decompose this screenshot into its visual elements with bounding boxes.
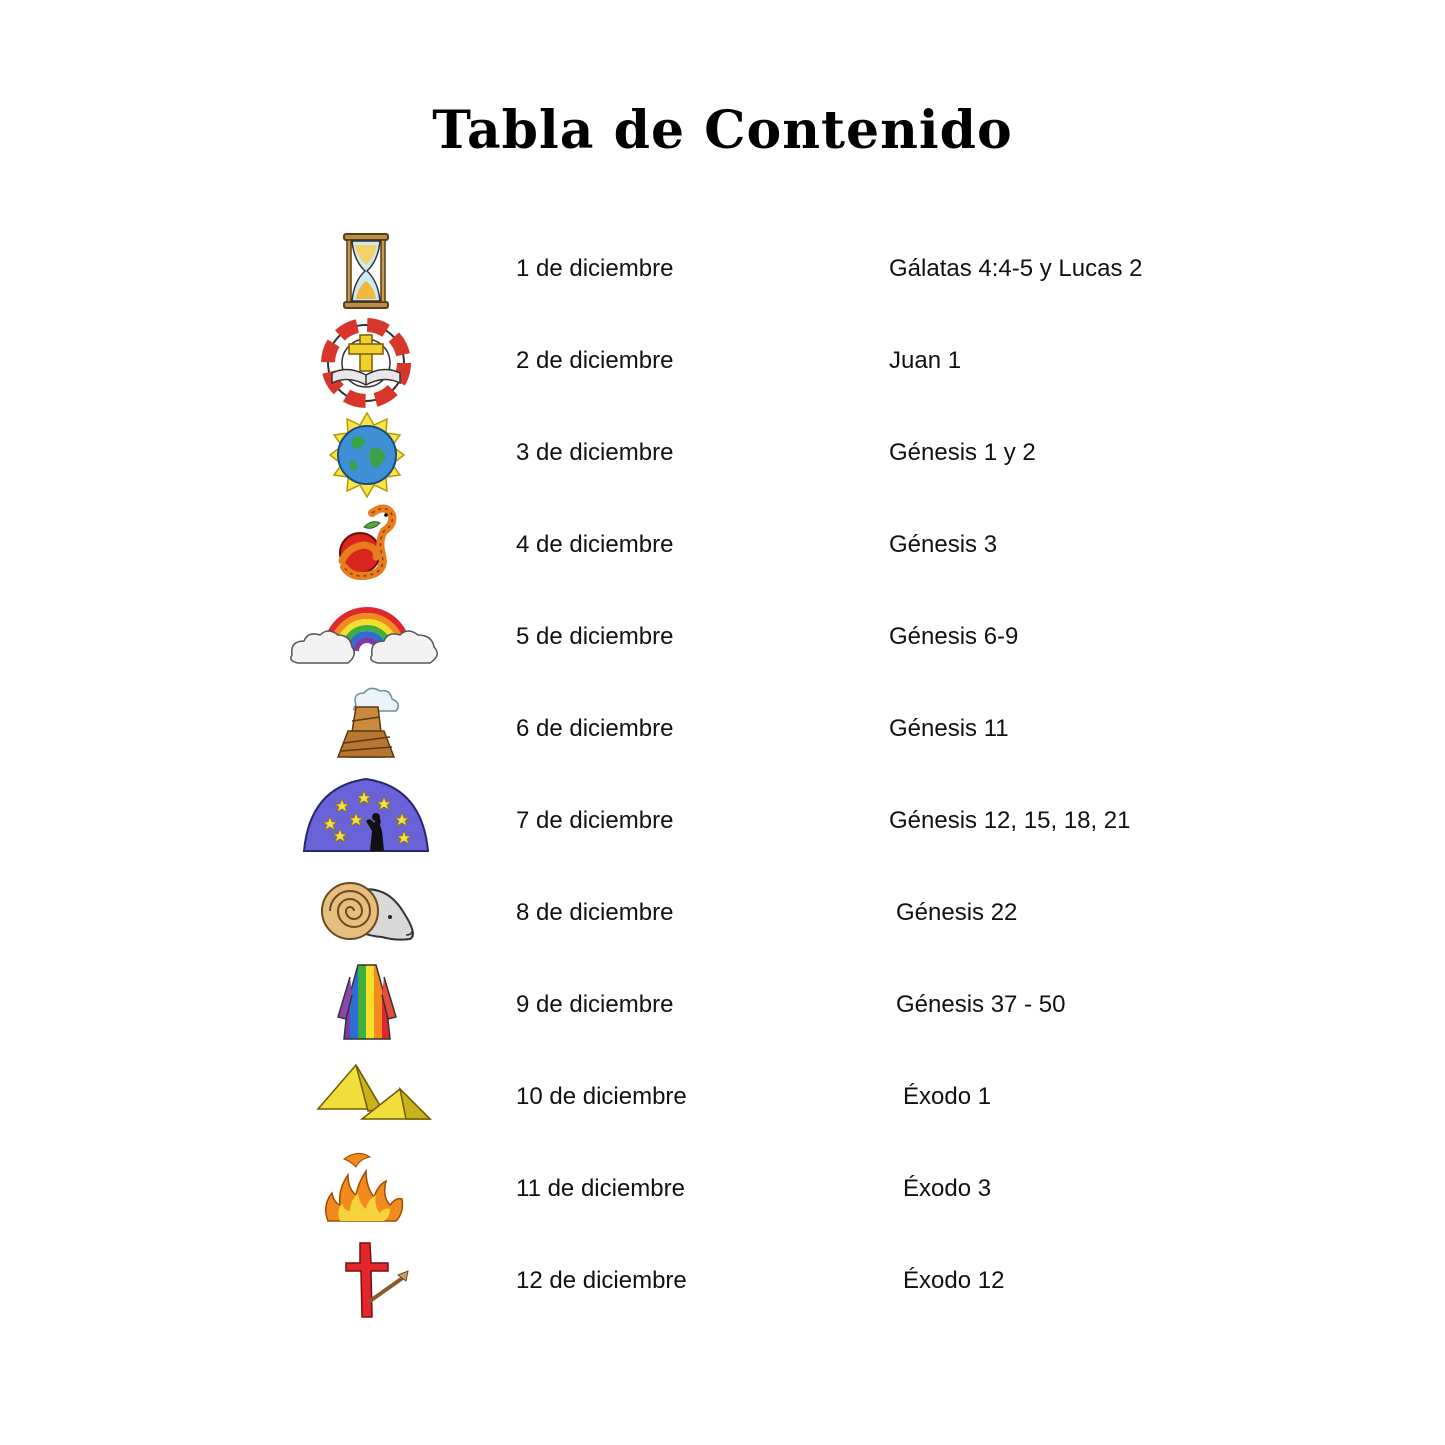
serpent-apple-icon bbox=[286, 501, 448, 593]
toc-row bbox=[0, 1053, 1445, 1145]
entry-reference: Éxodo 12 bbox=[903, 1267, 1005, 1294]
entry-date: 12 de diciembre bbox=[516, 1267, 687, 1294]
toc-row bbox=[0, 1145, 1445, 1237]
toc-row bbox=[0, 501, 1445, 593]
entry-date: 1 de diciembre bbox=[516, 255, 674, 282]
toc-row bbox=[0, 225, 1445, 317]
tower-of-babel-icon bbox=[286, 685, 448, 777]
entry-date: 6 de diciembre bbox=[516, 715, 674, 742]
burning-bush-icon bbox=[286, 1145, 448, 1237]
entry-reference: Éxodo 1 bbox=[903, 1083, 992, 1110]
entry-reference: Juan 1 bbox=[889, 347, 962, 374]
starry-sky-icon bbox=[286, 777, 448, 869]
earth-sun-icon bbox=[286, 409, 448, 501]
toc-row bbox=[0, 961, 1445, 1053]
page-title: Tabla de Contenido bbox=[432, 100, 1013, 161]
toc-row bbox=[0, 869, 1445, 961]
entry-date: 9 de diciembre bbox=[516, 991, 674, 1018]
entry-date: 5 de diciembre bbox=[516, 623, 674, 650]
rainbow-clouds-icon bbox=[286, 593, 448, 685]
entry-reference: Génesis 1 y 2 bbox=[889, 439, 1036, 466]
entry-reference: Génesis 22 bbox=[896, 899, 1018, 926]
ram-icon bbox=[286, 869, 448, 961]
entry-reference: Génesis 12, 15, 18, 21 bbox=[889, 807, 1131, 834]
entry-reference: Éxodo 3 bbox=[903, 1175, 992, 1202]
entry-reference: Génesis 11 bbox=[889, 715, 1009, 742]
toc-row bbox=[0, 777, 1445, 869]
toc-row bbox=[0, 317, 1445, 409]
bible-cross-lifebuoy-icon bbox=[286, 317, 448, 409]
entry-date: 4 de diciembre bbox=[516, 531, 674, 558]
toc-row bbox=[0, 409, 1445, 501]
entry-date: 11 de diciembre bbox=[516, 1175, 685, 1202]
toc-row bbox=[0, 1237, 1445, 1329]
entry-date: 7 de diciembre bbox=[516, 807, 674, 834]
blood-doorpost-icon bbox=[286, 1237, 448, 1329]
entry-date: 3 de diciembre bbox=[516, 439, 674, 466]
entry-reference: Génesis 6-9 bbox=[889, 623, 1019, 650]
entry-reference: Gálatas 4:4-5 y Lucas 2 bbox=[889, 255, 1143, 282]
entry-reference: Génesis 37 - 50 bbox=[896, 991, 1066, 1018]
entry-date: 10 de diciembre bbox=[516, 1083, 687, 1110]
entry-date: 8 de diciembre bbox=[516, 899, 674, 926]
colorful-coat-icon bbox=[286, 961, 448, 1053]
entry-reference: Génesis 3 bbox=[889, 531, 998, 558]
entry-date: 2 de diciembre bbox=[516, 347, 674, 374]
hourglass-icon bbox=[286, 225, 448, 317]
toc-row bbox=[0, 685, 1445, 777]
toc-row bbox=[0, 593, 1445, 685]
pyramids-icon bbox=[286, 1053, 448, 1145]
